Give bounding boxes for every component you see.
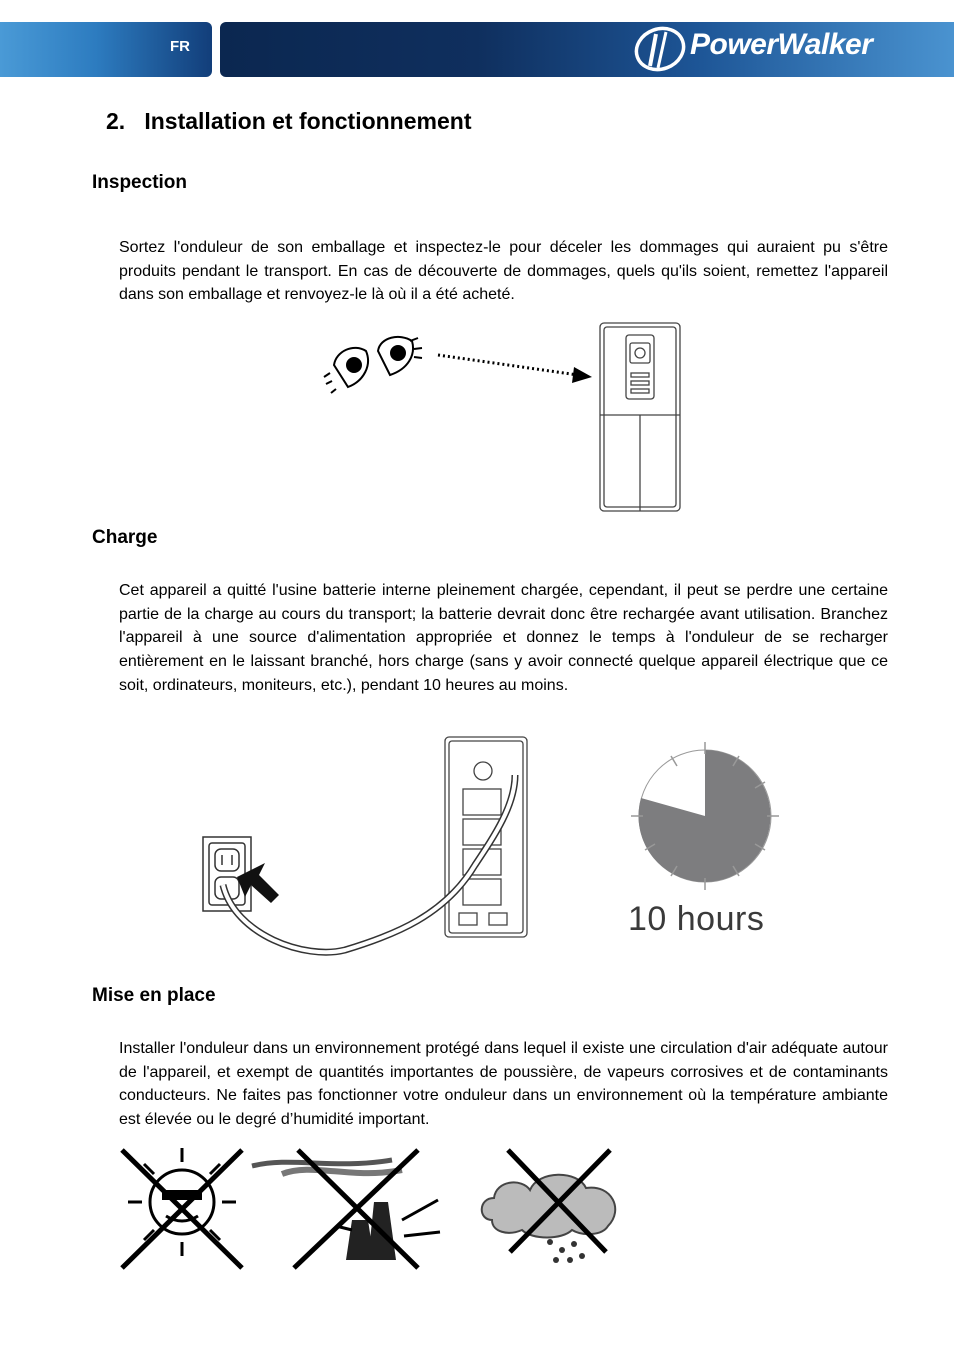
- heading-charge: Charge: [92, 527, 158, 548]
- ups-front-icon: [600, 323, 680, 511]
- no-humidity-icon: [482, 1150, 615, 1263]
- header-right-band: [220, 22, 954, 77]
- header-left-band: [0, 22, 212, 77]
- brand-logo: [632, 24, 952, 74]
- logo-emblem-icon: [632, 24, 692, 74]
- timer-label: 10 hours: [628, 900, 765, 938]
- paragraph-inspection: Sortez l'onduleur de son emballage et inspectez-le pour déceler les dommages qui auraient pu s'être produits pendant le transport. En cas de découverte de dommages, quels qu'ils soient, remettez l'appareil dans son emballage et renvoyez-le là où il a été acheté.: [119, 239, 888, 304]
- heading-mise-en-place: Mise en place: [92, 985, 216, 1006]
- eyes-icon: [324, 337, 422, 393]
- paragraph-charge: Cet appareil a quitté l'usine batterie interne pleinement chargée, cependant, il peut se perdre une certaine partie de la charge au cours du transport; la batterie devrait donc être rechargée avant utilisation. Branchez l'appareil à une source d'alimentation appropriée et donnez le temps à l'onduleur de se recharger entièrement en le laissant branché, hors charge (sans y avoir connecté quelque appareil électrique que ce soit, ordinateurs, moniteurs, etc.), pendant 10 heures au moins.: [119, 582, 888, 694]
- inspection-illustration: [320, 315, 700, 520]
- charging-timer-icon: [625, 740, 785, 890]
- paragraph-mise-en-place: Installer l'onduleur dans un environnement protégé dans lequel il existe une circulation d'air adéquate autour de l'appareil, et exempt de quantités importantes de poussière, de vapeurs corrosives et de contaminants conducteurs. Ne faites pas fonctionner votre onduleur dans un environnement où la température ambiante est élevée ou le degré d’humidité important.: [119, 1040, 888, 1129]
- brand-name: PowerWalker: [690, 28, 873, 61]
- ups-rear-icon: [445, 737, 527, 937]
- heading-inspection: Inspection: [92, 172, 188, 193]
- no-heat-icon: [122, 1148, 242, 1268]
- no-pollution-icon: [252, 1150, 440, 1268]
- section-title: 2. Installation et fonctionnement: [106, 108, 472, 134]
- language-badge: FR: [170, 38, 190, 55]
- environment-warnings: [112, 1140, 642, 1275]
- charge-illustration: [195, 735, 535, 960]
